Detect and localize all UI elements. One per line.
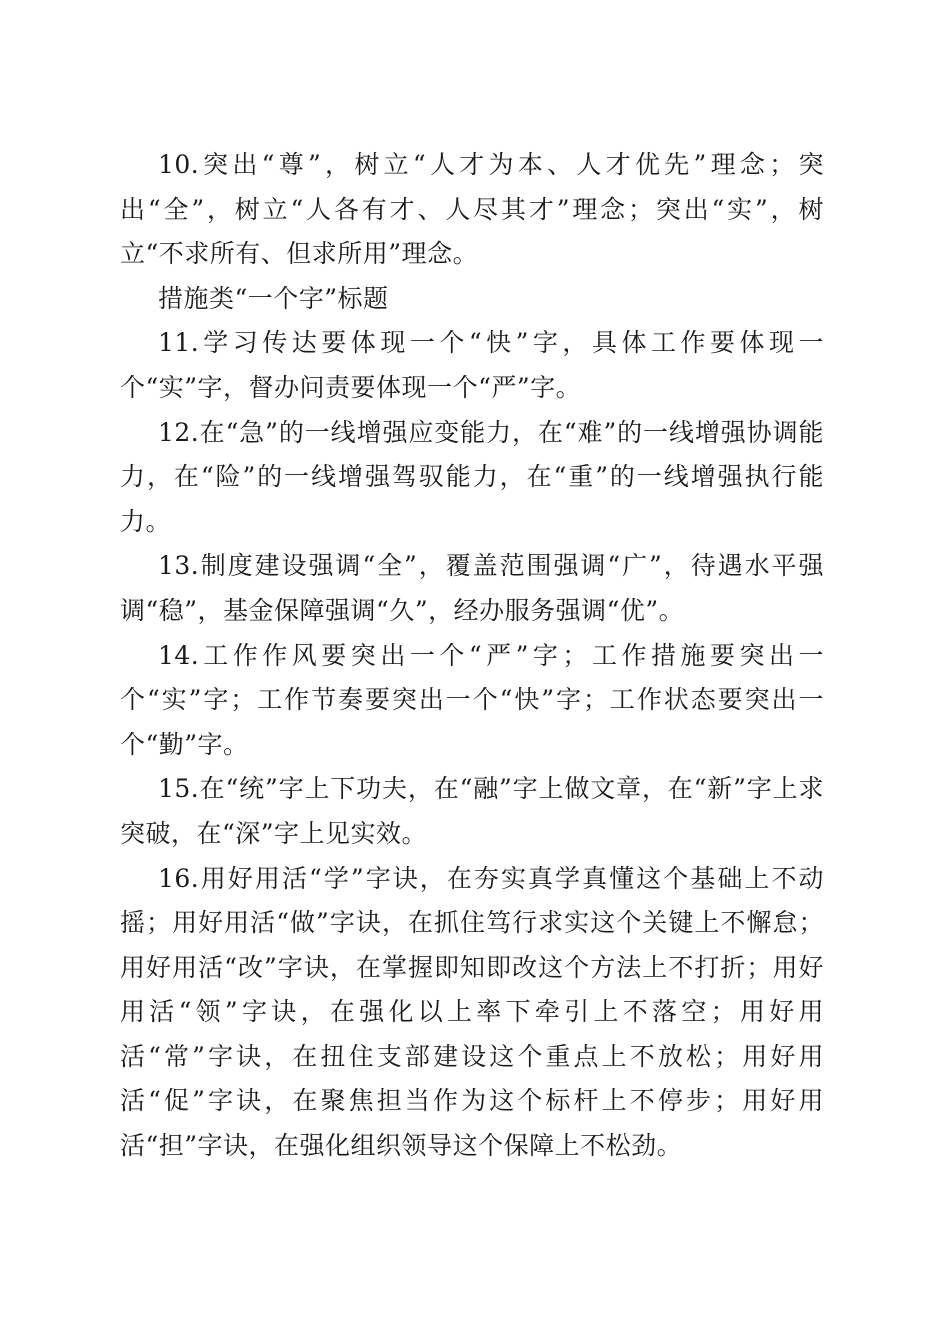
paragraph-13: 13.制度建设强调“全”，覆盖范围强调“广”，待遇水平强调“稳”，基金保障强调“久”，经办服务强调“优”。: [120, 551, 824, 625]
paragraph-10: 10.突出“尊”，树立“人才为本、人才优先”理念；突出“全”，树立“人各有才、人尽其才”理念；突出“实”，树立“不求所有、但求所用”理念。: [120, 150, 824, 269]
paragraph-16: 16.用好用活“学”字诀，在夯实真学真懂这个基础上不动摇；用好用活“做”字诀，在抓住笃行求实这个关键上不懈怠；用好用活“改”字诀，在掌握即知即改这个方法上不打折；用好用活“领”字诀，在强化以上率下牵引上不落空；用好用活“常”字诀，在扭住支部建设这个重点上不放松；用好用活“促”字诀，在聚焦担当作为这个标杆上不停步；用好用活“担”字诀，在强化组织领导这个保障上不松劲。: [120, 863, 824, 1161]
document-body: [120, 143, 824, 1169]
paragraph-15: 15.在“统”字上下功夫，在“融”字上做文章，在“新”字上求突破，在“深”字上见实效。: [120, 774, 824, 848]
paragraph-11: 11.学习传达要体现一个“快”字，具体工作要体现一个“实”字，督办问责要体现一个“严”字。: [120, 328, 824, 402]
paragraph-12: 12.在“急”的一线增强应变能力，在“难”的一线增强协调能力，在“险”的一线增强驾驭能力，在“重”的一线增强执行能力。: [120, 417, 824, 536]
section-heading: 措施类“一个字”标题: [158, 283, 389, 313]
paragraph-14: 14.工作作风要突出一个“严”字；工作措施要突出一个“实”字；工作节奏要突出一个“快”字；工作状态要突出一个“勤”字。: [120, 640, 824, 759]
